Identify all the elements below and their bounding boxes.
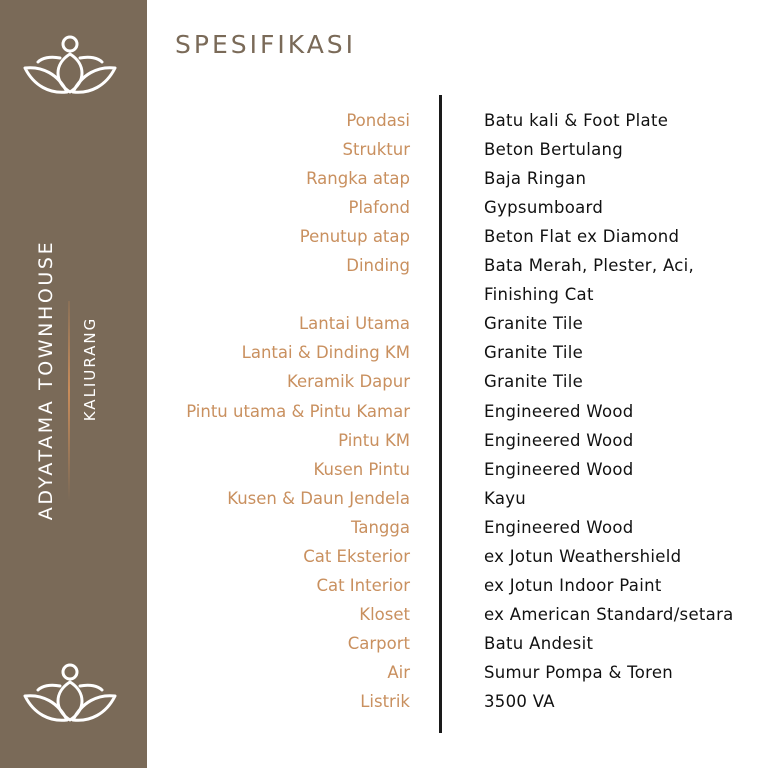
spec-value: Bata Merah, Plester, Aci, bbox=[484, 256, 695, 276]
spec-row bbox=[150, 571, 760, 600]
spec-label: Cat Interior bbox=[316, 575, 410, 595]
spec-row bbox=[150, 455, 760, 484]
spec-value: Beton Flat ex Diamond bbox=[484, 227, 680, 247]
spec-row bbox=[150, 629, 760, 658]
spec-row bbox=[150, 338, 760, 367]
spec-label: Carport bbox=[347, 633, 410, 653]
spec-row bbox=[150, 164, 760, 193]
spec-label: Plafond bbox=[348, 198, 410, 218]
spec-row bbox=[150, 251, 760, 280]
spec-row bbox=[150, 397, 760, 426]
spec-value: Engineered Wood bbox=[484, 430, 634, 450]
spec-value: Granite Tile bbox=[484, 314, 584, 334]
spec-label: Tangga bbox=[351, 517, 410, 537]
brand-sidebar bbox=[0, 0, 147, 768]
brand-divider-line bbox=[68, 301, 70, 501]
spec-value: Sumur Pompa & Toren bbox=[484, 662, 674, 682]
spec-row bbox=[150, 426, 760, 455]
spec-label: Keramik Dapur bbox=[286, 372, 410, 392]
spec-value: Finishing Cat bbox=[484, 285, 594, 305]
spec-label: Listrik bbox=[360, 692, 410, 711]
spec-label: Rangka atap bbox=[306, 169, 410, 189]
spec-label: Cat Eksterior bbox=[303, 546, 410, 566]
spec-label: Dinding bbox=[346, 256, 410, 276]
spec-value: Engineered Wood bbox=[484, 401, 634, 421]
spec-row bbox=[150, 135, 760, 164]
spec-label: Pintu utama & Pintu Kamar bbox=[186, 401, 410, 421]
spec-row bbox=[150, 687, 760, 716]
spec-row bbox=[150, 309, 760, 338]
spec-value: Granite Tile bbox=[484, 343, 584, 363]
spec-value: ex Jotun Indoor Paint bbox=[484, 575, 662, 595]
spec-row bbox=[150, 513, 760, 542]
spec-label: Struktur bbox=[342, 140, 410, 160]
spec-value: Gypsumboard bbox=[484, 198, 604, 218]
spec-value: 3500 VA bbox=[484, 692, 555, 711]
page-title: SPESIFIKASI bbox=[175, 30, 357, 59]
spec-row bbox=[150, 600, 760, 629]
spec-row bbox=[150, 367, 760, 396]
spec-row bbox=[150, 106, 760, 135]
spec-row bbox=[150, 658, 760, 687]
spec-value: Engineered Wood bbox=[484, 517, 634, 537]
spec-label: Kusen & Daun Jendela bbox=[227, 488, 410, 508]
spec-value: Engineered Wood bbox=[484, 459, 634, 479]
spec-value: Granite Tile bbox=[484, 372, 584, 392]
spec-value: ex Jotun Weathershield bbox=[484, 546, 682, 566]
spec-value: Batu kali & Foot Plate bbox=[484, 111, 669, 130]
spec-label: Lantai & Dinding KM bbox=[241, 343, 410, 363]
spec-row bbox=[150, 542, 760, 571]
spec-label: Kusen Pintu bbox=[313, 459, 410, 479]
spec-row bbox=[150, 484, 760, 513]
spec-label: Penutup atap bbox=[299, 227, 410, 247]
spec-row bbox=[150, 193, 760, 222]
spec-value: Batu Andesit bbox=[484, 633, 594, 653]
spec-row bbox=[150, 222, 760, 251]
spec-label: Lantai Utama bbox=[298, 314, 410, 334]
spec-value: Baja Ringan bbox=[484, 169, 587, 189]
lotus-figure-icon bbox=[20, 32, 120, 102]
vertical-brand bbox=[35, 215, 115, 545]
spec-label: Air bbox=[387, 662, 410, 682]
spec-value: ex American Standard/setara bbox=[484, 604, 734, 624]
spec-row bbox=[150, 280, 760, 309]
spec-label: Pintu KM bbox=[338, 430, 410, 450]
brand-location: KALIURANG bbox=[81, 316, 99, 422]
spec-value: Kayu bbox=[484, 488, 527, 508]
brand-name: ADYATAMA TOWNHOUSE bbox=[35, 239, 57, 521]
spec-label: Kloset bbox=[359, 604, 410, 624]
lotus-figure-icon bbox=[20, 660, 120, 730]
spec-label: Pondasi bbox=[346, 111, 410, 130]
spec-value: Beton Bertulang bbox=[484, 140, 624, 160]
